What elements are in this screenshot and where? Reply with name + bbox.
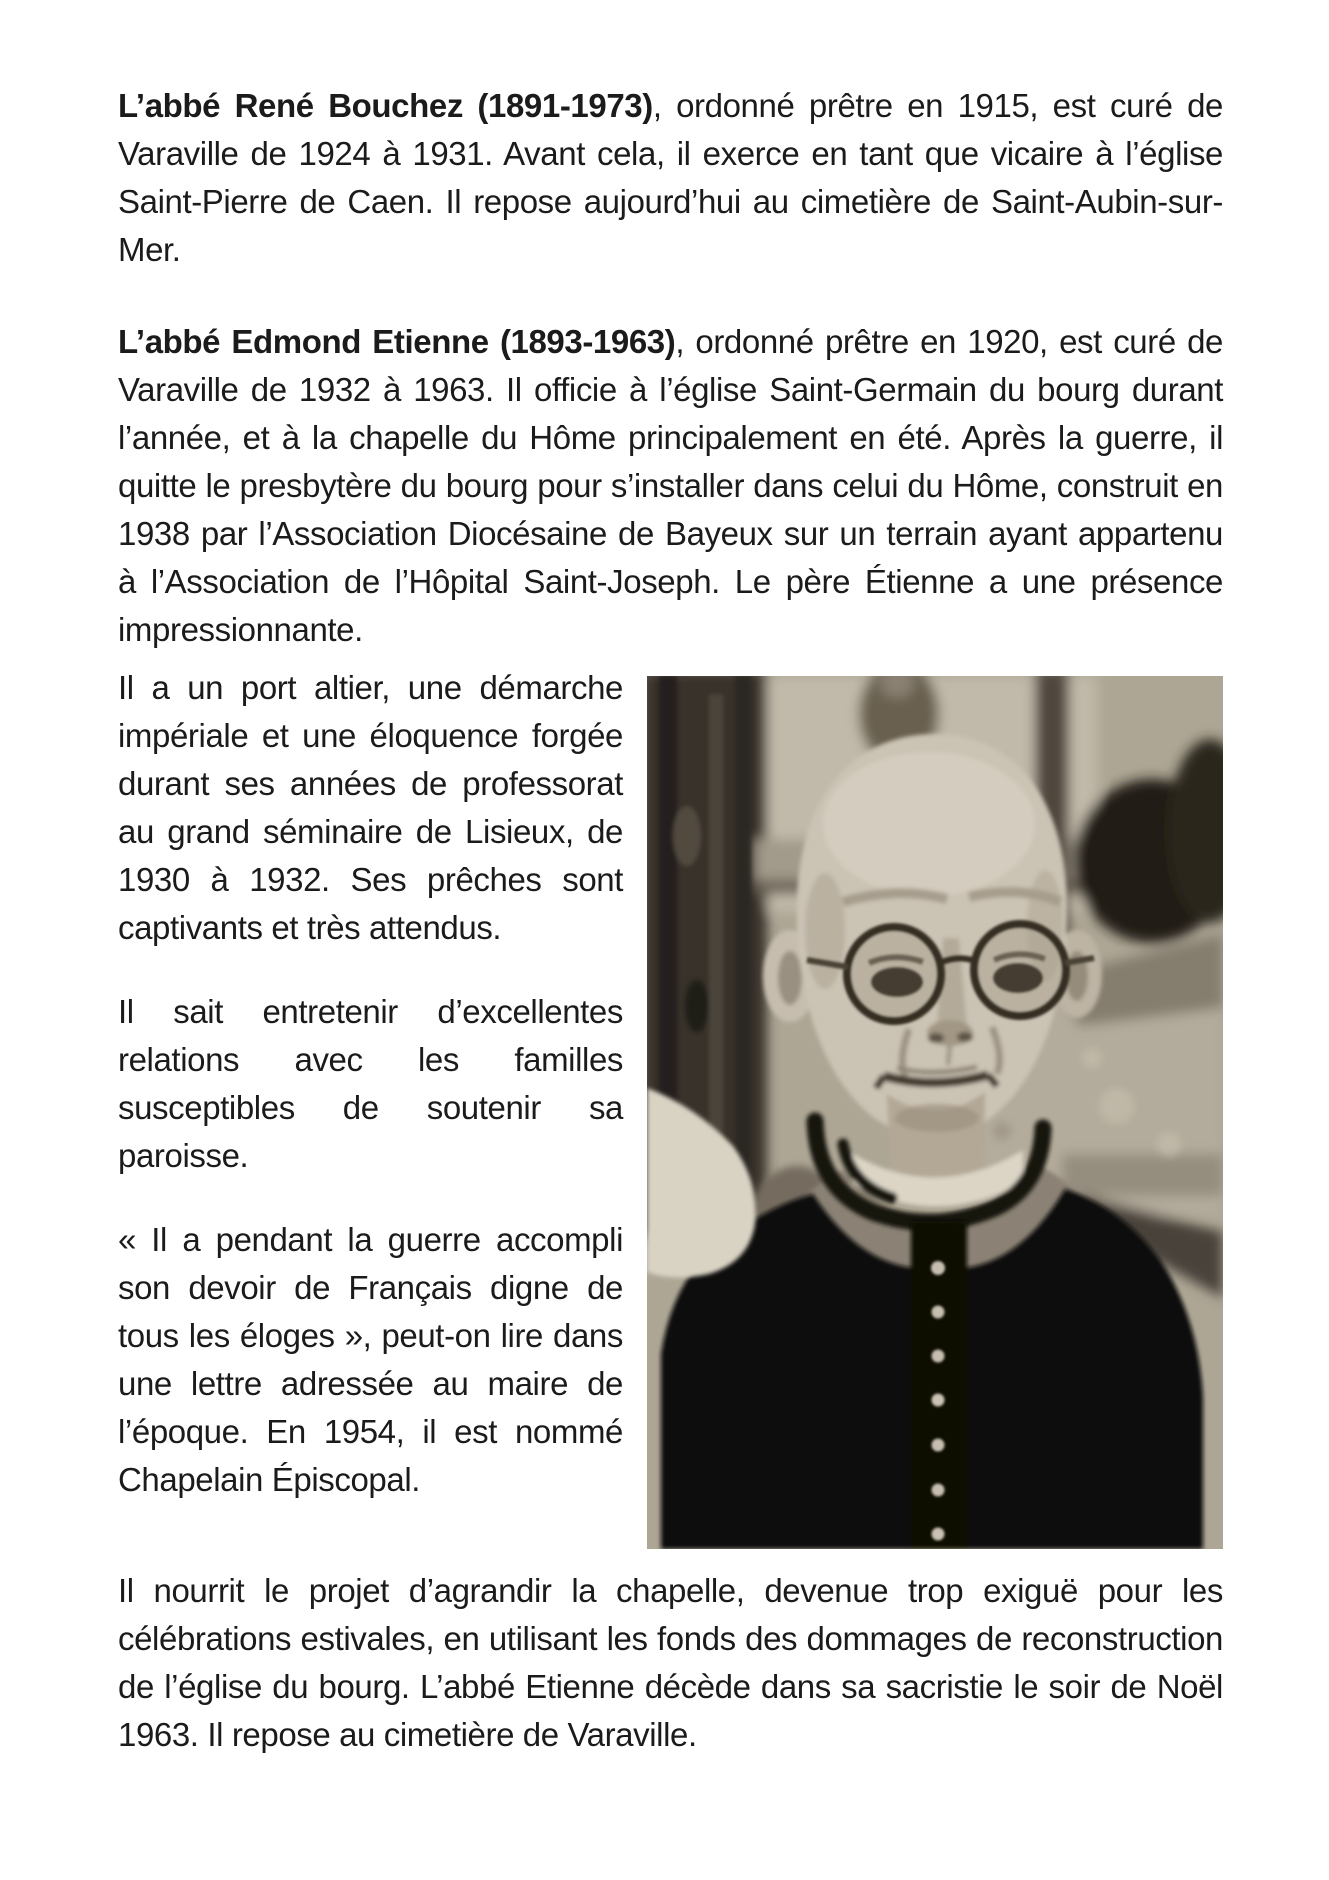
paragraph-chapelle-projet: Il nourrit le projet d’agrandir la chapelle, devenue trop exiguë pour les célébrations estivales, en utilisant les fonds des dommages de reconstruction de l’église du bourg. L’abbé Etienne décède dans sa sacristie le soir de Noël 1963. Il repose au cimetière de Varaville.	[118, 1572, 1223, 1753]
paragraph-body-text: , ordonné prêtre en 1920, est curé de Varaville de 1932 à 1963. Il officie à l’église Saint-Germain du bourg durant l’année, et à la chapelle du Hôme principalement en été. Après la guerre, il quitte le presbytère du bourg pour s’installer dans celui du Hôme, construit en 1938 par l’Association Diocésaine de Bayeux sur un terrain ayant appartenu à l’Association de l’Hôpital Saint-Joseph. Le père Étienne a une présence impressionnante.	[118, 323, 1223, 648]
left-text-column	[118, 664, 623, 1504]
paragraph-lead-bold: L’abbé René Bouchez (1891-1973)	[118, 87, 653, 124]
paragraph-port-altier: Il a un port altier, une démarche impériale et une éloquence forgée durant ses années de professorat au grand séminaire de Lisieux, de 1930 à 1932. Ses prêches sont captivants et très attendus.	[118, 669, 623, 946]
paragraph-rene-bouchez	[118, 82, 1223, 274]
paragraph-relations: Il sait entretenir d’excellentes relations avec les familles susceptibles de soutenir sa paroisse.	[118, 993, 623, 1174]
paragraph-citation-guerre: « Il a pendant la guerre accompli son devoir de Français digne de tous les éloges », peut-on lire dans une lettre adressée au maire de l’époque. En 1954, il est nommé Chapelain Épiscopal.	[118, 1221, 623, 1498]
portrait-image	[647, 676, 1223, 1549]
portrait-abbe-etienne-photo	[647, 676, 1223, 1549]
text-and-photo-row	[118, 664, 1223, 1549]
paragraph-lead-bold: L’abbé Edmond Etienne (1893-1963)	[118, 323, 676, 360]
paragraph-edmond-etienne	[118, 318, 1223, 654]
paragraph-body-text: , ordonné prêtre en 1915, est curé de Varaville de 1924 à 1931. Avant cela, il exerce en tant que vicaire à l’église Saint-Pierre de Caen. Il repose aujourd’hui au cimetière de Saint-Aubin-sur-Mer.	[118, 87, 1223, 268]
